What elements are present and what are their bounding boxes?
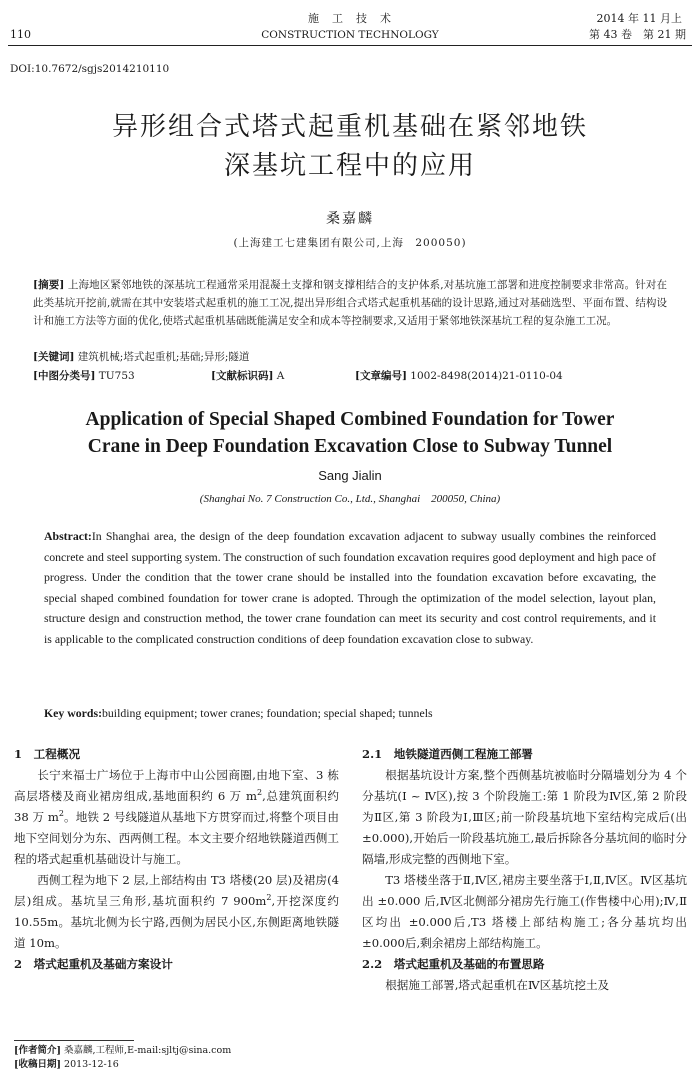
clc-label: [中图分类号] <box>33 370 96 382</box>
doc-code-value: A <box>276 370 285 382</box>
journal-name-en: CONSTRUCTION TECHNOLOGY <box>261 29 439 41</box>
superscript-2: 2 <box>266 893 272 903</box>
doc-code <box>211 367 284 385</box>
footnote-author-text: 桑嘉麟,工程师,E-mail:sjltj@sina.com <box>64 1045 232 1056</box>
title-en-line-1: Application of Special Shaped Combined Foundation for Tower <box>85 409 615 430</box>
keywords-en-text: building equipment; tower cranes; foundation; special shaped; tunnels <box>102 706 433 720</box>
article-number-value: 1002-8498(2014)21-0110-04 <box>410 370 563 382</box>
keywords-en <box>44 703 656 724</box>
abstract-cn-text: 上海地区紧邻地铁的深基坑工程通常采用混凝土支撑和钢支撑相结合的支护体系,对基坑施工部署和进度控制要求非常高。针对在此类基坑开挖前,就需在其中安装塔式起重机的施工工况,提出异形组合式塔式起重机基础的设计思路,通过对基础选型、平面布置、结构设计和施工方法等方面的优化,使塔式起重机基础既能满足安全和成本等控制要求,又适用于紧邻地铁深基坑工程的复杂施工工况。 <box>33 279 667 327</box>
author-cn: 桑嘉麟 <box>326 211 374 227</box>
author-en: Sang Jialin <box>318 468 382 483</box>
superscript-2: 2 <box>257 788 263 798</box>
footnote-date-label: [收稿日期] <box>14 1059 61 1070</box>
section-1-paragraph-1 <box>14 765 339 870</box>
keywords-en-label: Key words: <box>44 706 102 720</box>
superscript-2: 2 <box>58 809 64 819</box>
doi: DOI:10.7672/sgjs2014210110 <box>10 63 170 75</box>
para-1-part-b: ,总建筑面积约 38 万 m <box>14 789 339 824</box>
footnote-author <box>14 1044 231 1057</box>
section-2-2-paragraph-1: 根据施工部署,塔式起重机在Ⅳ区基坑挖土及 <box>385 978 610 992</box>
para-1-part-c: 。地铁 2 号线隧道从基地下方贯穿而过,将整个项目由地下空间划分为东、西两侧工程。本文主要介绍地铁隧道西侧工程的塔式起重机基础设计与施工。 <box>14 810 340 866</box>
keywords-cn-text: 建筑机械;塔式起重机;基础;异形;隧道 <box>77 351 250 363</box>
abstract-en-text: In Shanghai area, the design of the deep foundation excavation adjacent to subway usually combines the reinforced concrete and steel supporting system. The construction of such foundation excavation requires good deployment and high pace of progress. Under the condition that the tower crane should be installed into the foundation excavation before excavating, the special shaped combined foundation for tower crane is adopted. Through the optimization of the model selection, layout plan, structure design and construction method, the tower crane foundation can meet its security and cost control requirements, and it is applicable to the complicated construction conditions of deep foundation excavation close to subway. <box>44 529 656 646</box>
section-1-paragraph-2 <box>14 870 339 954</box>
para-2-part-b: ,开挖深度约 10.55m。基坑北侧为长宁路,西侧为居民小区,东侧距离地铁隧道 10m。 <box>14 894 339 950</box>
section-2-2-heading: 2.2 塔式起重机及基础的布置思路 <box>362 957 545 971</box>
issue-date: 2014 年 11 月上 <box>596 12 682 25</box>
footnote-date-text: 2013-12-16 <box>64 1059 119 1070</box>
volume-issue: 第 43 卷 第 21 期 <box>589 28 686 41</box>
article-number <box>355 367 563 385</box>
para-1-part-a: 长宁来福士广场位于上海市中山公园商圈,由地下室、3 栋高层塔楼及商业裙房组成,基地面积约 6 万 m <box>14 768 339 803</box>
title-cn-line-2: 深基坑工程中的应用 <box>223 151 476 181</box>
section-2-heading: 2 塔式起重机及基础方案设计 <box>14 957 173 971</box>
footnote-author-label: [作者简介] <box>14 1045 61 1056</box>
keywords-cn <box>33 348 667 366</box>
section-2-1-paragraph-2: T3 塔楼坐落于Ⅱ,Ⅳ区,裙房主要坐落于Ⅰ,Ⅱ,Ⅳ区。Ⅳ区基坑出 ±0.000 后,Ⅳ区北侧部分裙房先行施工(作售楼中心用);Ⅳ,Ⅱ区均出 ±0.000后,T3 塔楼上部结构施工;各分基坑均出 ±0.000后,剩余裙房上部结构施工。 <box>362 873 687 950</box>
right-column <box>362 744 687 996</box>
affiliation-en: (Shanghai No. 7 Construction Co., Ltd., Shanghai 200050, China) <box>199 493 501 505</box>
section-1-heading: 1 工程概况 <box>14 747 81 761</box>
title-en-line-2: Crane in Deep Foundation Excavation Close to Subway Tunnel <box>87 436 613 457</box>
title-cn-line-1: 异形组合式塔式起重机基础在紧邻地铁 <box>111 112 588 142</box>
section-2-1-paragraph-1: 根据基坑设计方案,整个西侧基坑被临时分隔墙划分为 4 个分基坑(Ⅰ ~ Ⅳ区),按 3 个阶段施工:第 1 阶段为Ⅳ区,第 2 阶段为Ⅱ区,第 3 阶段为Ⅰ,Ⅲ区;前一阶段基坑地下室结构完成后(出 ±0.000),开始后一阶段基坑施工,最后拆除各分基坑间的临时分隔墙,形成完整的西侧地下室。 <box>362 768 687 866</box>
left-column <box>14 744 339 975</box>
abstract-cn-label: [摘要] <box>33 279 65 291</box>
keywords-cn-label: [关键词] <box>33 351 75 363</box>
clc-value: TU753 <box>98 370 135 382</box>
article-number-label: [文章编号] <box>355 370 407 382</box>
page-number: 110 <box>10 28 31 41</box>
abstract-cn <box>33 276 667 330</box>
para-2-part-a: 西侧工程为地下 2 层,上部结构由 T3 塔楼(20 层)及裙房(4 层)组成。基坑呈三角形,基坑面积约 7 900m <box>14 873 339 908</box>
journal-name-cn: 施 工 技 术 <box>308 12 392 25</box>
footnote-date <box>14 1058 119 1071</box>
classification-row <box>33 367 667 385</box>
affiliation-cn: (上海建工七建集团有限公司,上海 200050) <box>233 237 467 249</box>
abstract-en <box>44 526 656 649</box>
section-2-1-heading: 2.1 地铁隧道西侧工程施工部署 <box>362 747 533 761</box>
abstract-en-label: Abstract: <box>44 529 92 543</box>
header-rule <box>8 45 692 46</box>
doc-code-label: [文献标识码] <box>211 370 274 382</box>
footnote-rule <box>14 1040 134 1041</box>
